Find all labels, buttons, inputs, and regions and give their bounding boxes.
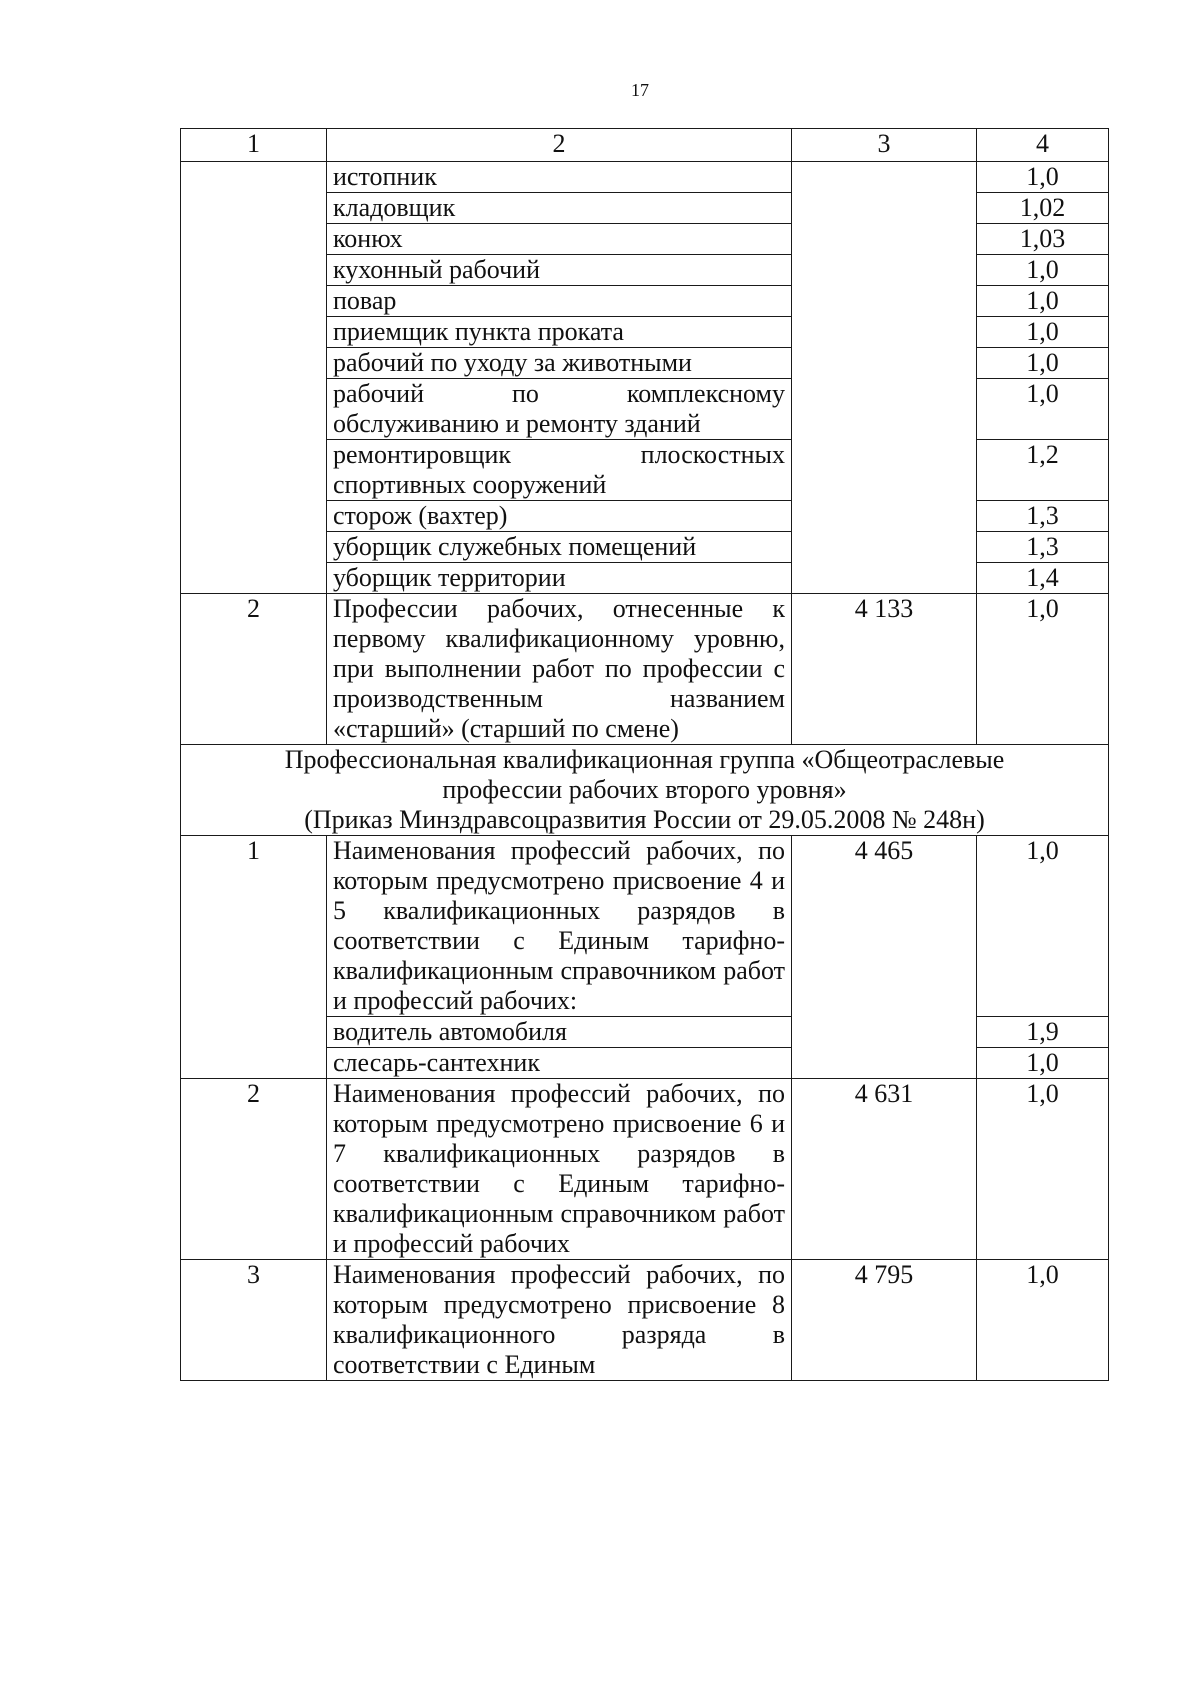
profession-name: приемщик пункта проката (327, 317, 792, 348)
section-heading (181, 745, 1109, 836)
level-number: 2 (181, 1079, 327, 1260)
level-number-cell (181, 162, 327, 594)
coefficient: 1,0 (977, 1079, 1109, 1260)
section-heading-line: (Приказ Минздравсоцразвития России от 29.05.2008 № 248н) (304, 805, 985, 834)
profession-name: истопник (327, 162, 792, 193)
level-description: Наименования профессий рабочих, по которым предусмотрено присвоение 4 и 5 квалификационных разрядов в соответствии с Единым тарифно-квалификационным справочником работ и профессий рабочих: (327, 836, 792, 1017)
level-number: 2 (181, 594, 327, 745)
coefficient: 1,3 (977, 501, 1109, 532)
table-row (181, 1079, 1109, 1260)
level-number: 3 (181, 1260, 327, 1381)
coefficient: 1,0 (977, 379, 1109, 440)
header-col-3: 3 (792, 129, 977, 162)
salary-value: 4 631 (792, 1079, 977, 1260)
level-description: Профессии рабочих, отнесенные к первому квалификационному уровню, при выполнении работ по профессии с производственным названием «старший» (старший по смене) (327, 594, 792, 745)
salary-value: 4 465 (792, 836, 977, 1079)
profession-name: кладовщик (327, 193, 792, 224)
profession-name: рабочий по уходу за животными (327, 348, 792, 379)
profession-name: слесарь-сантехник (327, 1048, 792, 1079)
header-col-1: 1 (181, 129, 327, 162)
profession-name: сторож (вахтер) (327, 501, 792, 532)
coefficient: 1,0 (977, 1048, 1109, 1079)
section-heading-line: профессии рабочих второго уровня» (442, 775, 847, 804)
coefficient: 1,2 (977, 440, 1109, 501)
coefficient: 1,0 (977, 255, 1109, 286)
coefficient: 1,9 (977, 1017, 1109, 1048)
coefficient: 1,3 (977, 532, 1109, 563)
section-heading-line: Профессиональная квалификационная группа «Общеотраслевые (284, 745, 1005, 774)
qualification-table (180, 128, 1109, 1381)
coefficient: 1,0 (977, 162, 1109, 193)
profession-name: конюх (327, 224, 792, 255)
coefficient: 1,03 (977, 224, 1109, 255)
profession-name: ремонтировщик плоскостных спортивных сооружений (327, 440, 792, 501)
profession-name: рабочий по комплексному обслуживанию и ремонту зданий (327, 379, 792, 440)
profession-name: уборщик служебных помещений (327, 532, 792, 563)
profession-name: водитель автомобиля (327, 1017, 792, 1048)
coefficient: 1,0 (977, 348, 1109, 379)
profession-name: уборщик территории (327, 563, 792, 594)
salary-cell (792, 162, 977, 594)
coefficient: 1,02 (977, 193, 1109, 224)
table-row (181, 162, 1109, 193)
salary-value: 4 133 (792, 594, 977, 745)
section-heading-row (181, 745, 1109, 836)
coefficient: 1,4 (977, 563, 1109, 594)
table-row (181, 594, 1109, 745)
table-row (181, 836, 1109, 1017)
page-number: 17 (631, 80, 649, 100)
table-header-row (181, 129, 1109, 162)
coefficient: 1,0 (977, 286, 1109, 317)
coefficient: 1,0 (977, 1260, 1109, 1381)
profession-name: кухонный рабочий (327, 255, 792, 286)
header-col-2: 2 (327, 129, 792, 162)
header-col-4: 4 (977, 129, 1109, 162)
level-description: Наименования профессий рабочих, по которым предусмотрено присвоение 6 и 7 квалификационных разрядов в соответствии с Единым тарифно-квалификационным справочником работ и профессий рабочих (327, 1079, 792, 1260)
profession-name: повар (327, 286, 792, 317)
coefficient: 1,0 (977, 317, 1109, 348)
coefficient: 1,0 (977, 836, 1109, 1017)
table-row (181, 1260, 1109, 1381)
salary-value: 4 795 (792, 1260, 977, 1381)
level-description: Наименования профессий рабочих, по которым предусмотрено присвоение 8 квалификационного разряда в соответствии с Единым (327, 1260, 792, 1381)
coefficient: 1,0 (977, 594, 1109, 745)
level-number: 1 (181, 836, 327, 1079)
